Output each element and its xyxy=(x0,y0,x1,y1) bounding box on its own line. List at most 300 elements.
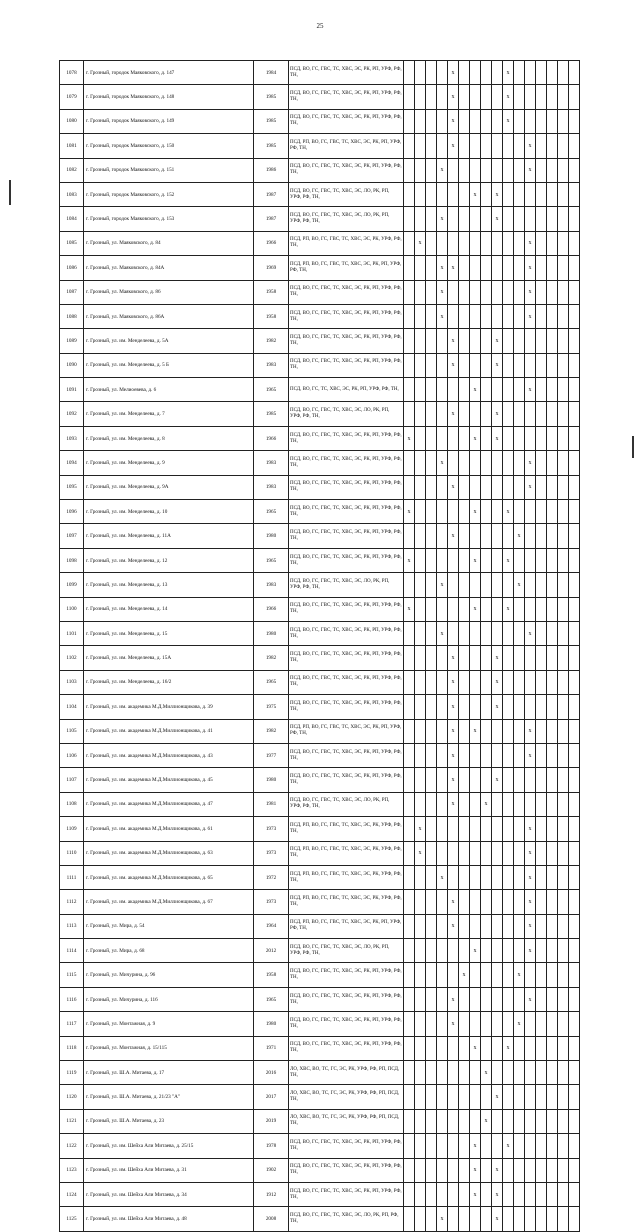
schedule-cell xyxy=(536,524,547,548)
schedule-cell xyxy=(514,792,525,816)
schedule-cell xyxy=(558,695,569,719)
schedule-cell xyxy=(558,573,569,597)
schedule-cell xyxy=(437,378,448,402)
schedule-cell xyxy=(404,85,415,109)
schedule-cell: x xyxy=(448,524,459,548)
table-row xyxy=(60,865,580,889)
row-year: 1912 xyxy=(254,1182,289,1206)
schedule-cell xyxy=(536,500,547,524)
schedule-cell xyxy=(415,573,426,597)
schedule-cell: x xyxy=(437,451,448,475)
schedule-cell xyxy=(514,500,525,524)
schedule-cell xyxy=(448,1109,459,1133)
schedule-cell xyxy=(514,548,525,572)
schedule-cell xyxy=(415,402,426,426)
schedule-cell xyxy=(448,1182,459,1206)
schedule-cell xyxy=(404,939,415,963)
schedule-cell xyxy=(437,987,448,1011)
schedule-cell: x xyxy=(492,1207,503,1231)
schedule-cell xyxy=(404,134,415,158)
schedule-cell xyxy=(503,207,514,231)
schedule-cell xyxy=(503,670,514,694)
row-number: 1116 xyxy=(60,987,84,1011)
schedule-cell xyxy=(569,914,580,938)
schedule-cell xyxy=(481,573,492,597)
schedule-cell xyxy=(415,134,426,158)
row-number: 1103 xyxy=(60,670,84,694)
row-year: 1965 xyxy=(254,670,289,694)
schedule-cell xyxy=(481,719,492,743)
schedule-cell xyxy=(547,1036,558,1060)
row-works: ПСД, ВО, ГС, ГВС, ТС, ХВС, ЭС, РК, РП, УРФ, РФ, ТН, xyxy=(289,1036,404,1060)
schedule-cell xyxy=(437,1109,448,1133)
schedule-cell xyxy=(404,231,415,255)
schedule-cell: x xyxy=(525,304,536,328)
schedule-cell xyxy=(525,61,536,85)
row-address: г. Грозный, ул. им. Шейха Али Митаева, д. 31 xyxy=(84,1158,254,1182)
schedule-cell xyxy=(448,280,459,304)
row-year: 1958 xyxy=(254,280,289,304)
schedule-cell xyxy=(437,426,448,450)
row-address: г. Грозный, ул. Маяковского, д. 84А xyxy=(84,256,254,280)
schedule-cell xyxy=(569,1158,580,1182)
schedule-cell: x xyxy=(448,646,459,670)
schedule-cell xyxy=(547,621,558,645)
schedule-cell xyxy=(459,573,470,597)
schedule-cell xyxy=(448,817,459,841)
schedule-cell xyxy=(415,719,426,743)
table-row xyxy=(60,1012,580,1036)
schedule-cell xyxy=(525,182,536,206)
schedule-cell xyxy=(492,109,503,133)
schedule-cell xyxy=(437,353,448,377)
schedule-cell xyxy=(503,695,514,719)
schedule-cell xyxy=(426,792,437,816)
schedule-cell xyxy=(426,182,437,206)
schedule-cell xyxy=(415,475,426,499)
schedule-cell xyxy=(415,304,426,328)
schedule-cell xyxy=(459,85,470,109)
schedule-cell xyxy=(448,207,459,231)
row-address: г. Грозный, ул. Маяковского, д. 86А xyxy=(84,304,254,328)
schedule-cell xyxy=(459,792,470,816)
row-works: ПСД, РП, ВО, ГС, ГВС, ТС, ХВС, ЭС, РК, РП, УРФ, РФ, ТН, xyxy=(289,256,404,280)
schedule-cell xyxy=(481,768,492,792)
schedule-cell xyxy=(514,1109,525,1133)
schedule-cell xyxy=(558,646,569,670)
row-address: г. Грозный, ул. Мичурина, д. 116 xyxy=(84,987,254,1011)
schedule-cell xyxy=(514,280,525,304)
schedule-cell: x xyxy=(470,719,481,743)
schedule-cell xyxy=(514,402,525,426)
schedule-cell xyxy=(525,646,536,670)
schedule-cell xyxy=(536,158,547,182)
schedule-cell xyxy=(481,548,492,572)
schedule-cell xyxy=(503,378,514,402)
schedule-cell xyxy=(437,939,448,963)
schedule-cell xyxy=(525,524,536,548)
row-address: г. Грозный, ул. Мира, д. 54 xyxy=(84,914,254,938)
row-works: ПСД, РП, ВО, ГС, ГВС, ТС, ХВС, ЭС, РК, РП, УРФ, РФ, ТН, xyxy=(289,134,404,158)
row-address: г. Грозный, ул. им. Менделеева, д. 15 xyxy=(84,621,254,645)
row-address: г. Грозный, ул. им. Менделеева, д. 15А xyxy=(84,646,254,670)
schedule-cell xyxy=(415,1109,426,1133)
schedule-cell xyxy=(404,841,415,865)
schedule-cell xyxy=(459,1012,470,1036)
schedule-cell: x xyxy=(525,817,536,841)
row-year: 1985 xyxy=(254,402,289,426)
row-address: г. Грозный, городок Маяковского, д. 151 xyxy=(84,158,254,182)
schedule-cell xyxy=(481,1085,492,1109)
row-works: ПСД, ВО, ГС, ГВС, ТС, ХВС, ЭС, РК, РП, УРФ, РФ, ТН, xyxy=(289,451,404,475)
table-row xyxy=(60,695,580,719)
schedule-cell xyxy=(547,280,558,304)
schedule-cell xyxy=(492,597,503,621)
schedule-cell: x xyxy=(492,207,503,231)
schedule-cell xyxy=(514,1036,525,1060)
row-works: ПСД, ВО, ГС, ГВС, ТС, ХВС, ЭС, ЛО, РК, РП, УРФ, РФ, ТН, xyxy=(289,573,404,597)
schedule-cell xyxy=(536,256,547,280)
schedule-cell xyxy=(426,719,437,743)
schedule-cell xyxy=(558,1158,569,1182)
schedule-cell xyxy=(569,402,580,426)
schedule-cell xyxy=(470,987,481,1011)
schedule-cell xyxy=(459,158,470,182)
schedule-cell xyxy=(569,304,580,328)
schedule-cell xyxy=(547,85,558,109)
row-number: 1097 xyxy=(60,524,84,548)
table-row xyxy=(60,743,580,767)
schedule-cell xyxy=(415,207,426,231)
schedule-cell xyxy=(415,939,426,963)
schedule-cell xyxy=(514,939,525,963)
schedule-cell xyxy=(547,1207,558,1231)
row-number: 1110 xyxy=(60,841,84,865)
schedule-cell: x xyxy=(448,890,459,914)
row-works: ПСД, ВО, ГС, ГВС, ТС, ХВС, ЭС, РК, РП, УРФ, РФ, ТН, xyxy=(289,109,404,133)
schedule-cell xyxy=(481,1134,492,1158)
schedule-cell xyxy=(558,134,569,158)
schedule-cell xyxy=(426,256,437,280)
schedule-cell xyxy=(481,378,492,402)
schedule-cell xyxy=(547,402,558,426)
row-year: 1985 xyxy=(254,134,289,158)
schedule-cell xyxy=(558,914,569,938)
schedule-cell xyxy=(459,1134,470,1158)
schedule-cell xyxy=(536,670,547,694)
schedule-cell xyxy=(459,402,470,426)
schedule-cell xyxy=(470,890,481,914)
schedule-cell: x xyxy=(415,841,426,865)
schedule-cell xyxy=(404,1085,415,1109)
table-row xyxy=(60,280,580,304)
schedule-cell xyxy=(514,914,525,938)
row-works: ПСД, ВО, ГС, ГВС, ТС, ХВС, ЭС, РК, РП, УРФ, РФ, ТН, xyxy=(289,1134,404,1158)
schedule-cell xyxy=(569,573,580,597)
schedule-cell xyxy=(459,670,470,694)
schedule-cell xyxy=(448,939,459,963)
schedule-cell xyxy=(426,329,437,353)
schedule-cell xyxy=(536,646,547,670)
row-year: 1987 xyxy=(254,182,289,206)
schedule-cell xyxy=(404,719,415,743)
row-number: 1113 xyxy=(60,914,84,938)
schedule-cell xyxy=(536,378,547,402)
schedule-cell xyxy=(547,743,558,767)
schedule-cell xyxy=(470,329,481,353)
row-number: 1089 xyxy=(60,329,84,353)
schedule-cell xyxy=(525,1061,536,1085)
schedule-cell xyxy=(415,914,426,938)
schedule-cell xyxy=(404,1134,415,1158)
schedule-cell xyxy=(481,207,492,231)
row-address: г. Грозный, ул. Маяковского, д. 86 xyxy=(84,280,254,304)
schedule-cell: x xyxy=(437,1207,448,1231)
schedule-cell xyxy=(459,719,470,743)
schedule-cell xyxy=(426,939,437,963)
schedule-cell xyxy=(470,963,481,987)
schedule-cell: x xyxy=(448,256,459,280)
table-row xyxy=(60,890,580,914)
schedule-cell xyxy=(481,1182,492,1206)
schedule-cell xyxy=(536,621,547,645)
row-year: 1973 xyxy=(254,817,289,841)
schedule-cell xyxy=(547,353,558,377)
table-row xyxy=(60,1036,580,1060)
row-works: ПСД, ВО, ГС, ГВС, ТС, ХВС, ЭС, РК, РП, УРФ, РФ, ТН, xyxy=(289,1182,404,1206)
schedule-cell xyxy=(481,524,492,548)
schedule-cell xyxy=(404,182,415,206)
row-address: г. Грозный, ул. Маяковского, д. 84 xyxy=(84,231,254,255)
schedule-cell xyxy=(514,85,525,109)
schedule-cell xyxy=(404,817,415,841)
schedule-cell xyxy=(492,475,503,499)
schedule-cell xyxy=(448,158,459,182)
schedule-cell xyxy=(503,1158,514,1182)
row-number: 1092 xyxy=(60,402,84,426)
row-number: 1114 xyxy=(60,939,84,963)
schedule-cell xyxy=(415,1182,426,1206)
row-works: ПСД, ВО, ГС, ГВС, ТС, ХВС, ЭС, ЛО, РК, РП, УРФ, РФ, ТН, xyxy=(289,402,404,426)
schedule-cell xyxy=(415,695,426,719)
row-number: 1109 xyxy=(60,817,84,841)
schedule-cell xyxy=(503,865,514,889)
schedule-cell xyxy=(426,1036,437,1060)
schedule-cell: x xyxy=(503,548,514,572)
schedule-cell xyxy=(514,621,525,645)
works-schedule-table xyxy=(59,60,580,1232)
schedule-cell xyxy=(470,524,481,548)
row-number: 1100 xyxy=(60,597,84,621)
row-number: 1107 xyxy=(60,768,84,792)
schedule-cell xyxy=(415,1036,426,1060)
schedule-cell xyxy=(404,1207,415,1231)
schedule-cell xyxy=(558,817,569,841)
schedule-cell xyxy=(536,1158,547,1182)
schedule-cell xyxy=(569,109,580,133)
schedule-cell xyxy=(415,1134,426,1158)
schedule-cell xyxy=(492,1012,503,1036)
schedule-cell xyxy=(481,231,492,255)
schedule-cell xyxy=(503,134,514,158)
schedule-cell: x xyxy=(415,231,426,255)
schedule-cell xyxy=(569,719,580,743)
table-row xyxy=(60,378,580,402)
schedule-cell: x xyxy=(503,500,514,524)
schedule-cell xyxy=(459,865,470,889)
schedule-cell xyxy=(514,451,525,475)
schedule-cell xyxy=(503,402,514,426)
schedule-cell xyxy=(481,817,492,841)
schedule-cell xyxy=(569,256,580,280)
schedule-cell xyxy=(503,426,514,450)
schedule-cell xyxy=(569,1109,580,1133)
schedule-cell xyxy=(459,451,470,475)
schedule-cell xyxy=(404,646,415,670)
row-number: 1080 xyxy=(60,109,84,133)
table-row xyxy=(60,841,580,865)
table-row xyxy=(60,1182,580,1206)
schedule-cell xyxy=(536,939,547,963)
schedule-cell xyxy=(503,524,514,548)
row-works: ПСД, ВО, ГС, ГВС, ТС, ХВС, ЭС, РК, РП, УРФ, РФ, ТН, xyxy=(289,524,404,548)
schedule-cell xyxy=(525,1036,536,1060)
schedule-cell xyxy=(503,817,514,841)
schedule-cell xyxy=(404,256,415,280)
schedule-cell xyxy=(459,475,470,499)
schedule-cell xyxy=(459,109,470,133)
schedule-cell xyxy=(558,1109,569,1133)
schedule-cell xyxy=(547,1061,558,1085)
schedule-cell xyxy=(426,987,437,1011)
schedule-cell xyxy=(481,939,492,963)
schedule-cell: x xyxy=(503,597,514,621)
row-number: 1124 xyxy=(60,1182,84,1206)
schedule-cell xyxy=(426,1109,437,1133)
schedule-cell xyxy=(503,1085,514,1109)
schedule-cell xyxy=(569,231,580,255)
schedule-cell xyxy=(459,597,470,621)
row-number: 1105 xyxy=(60,719,84,743)
row-address: г. Грозный, городок Маяковского, д. 148 xyxy=(84,85,254,109)
page-number: 25 xyxy=(316,22,324,30)
schedule-cell xyxy=(415,1012,426,1036)
schedule-cell xyxy=(569,670,580,694)
schedule-cell xyxy=(536,890,547,914)
schedule-cell xyxy=(426,280,437,304)
schedule-cell xyxy=(404,329,415,353)
schedule-cell xyxy=(437,597,448,621)
schedule-cell: x xyxy=(437,158,448,182)
table-row xyxy=(60,451,580,475)
schedule-cell xyxy=(558,304,569,328)
schedule-cell: x xyxy=(492,353,503,377)
schedule-cell xyxy=(426,1012,437,1036)
schedule-cell xyxy=(503,353,514,377)
schedule-cell: x xyxy=(525,475,536,499)
schedule-cell xyxy=(536,573,547,597)
schedule-cell: x xyxy=(525,134,536,158)
schedule-cell xyxy=(437,792,448,816)
schedule-cell xyxy=(426,524,437,548)
schedule-cell xyxy=(536,475,547,499)
schedule-cell xyxy=(404,914,415,938)
schedule-cell xyxy=(558,1182,569,1206)
schedule-cell: x xyxy=(470,182,481,206)
row-number: 1123 xyxy=(60,1158,84,1182)
schedule-cell: x xyxy=(492,670,503,694)
schedule-cell xyxy=(415,670,426,694)
schedule-cell xyxy=(437,646,448,670)
schedule-cell: x xyxy=(459,963,470,987)
schedule-cell xyxy=(437,695,448,719)
row-works: ПСД, РП, ВО, ГС, ГВС, ТС, ХВС, ЭС, РК, УРФ, РФ, ТН, xyxy=(289,865,404,889)
row-address: г. Грозный, ул. им. Менделеева, д. 7 xyxy=(84,402,254,426)
schedule-cell xyxy=(404,378,415,402)
schedule-cell xyxy=(569,1036,580,1060)
schedule-cell xyxy=(547,646,558,670)
schedule-cell xyxy=(514,378,525,402)
schedule-cell xyxy=(459,1207,470,1231)
schedule-cell xyxy=(503,1207,514,1231)
schedule-cell xyxy=(558,402,569,426)
schedule-cell xyxy=(547,256,558,280)
schedule-cell xyxy=(492,792,503,816)
schedule-cell xyxy=(481,987,492,1011)
schedule-cell xyxy=(503,743,514,767)
table-row xyxy=(60,85,580,109)
row-year: 1986 xyxy=(254,158,289,182)
schedule-cell xyxy=(547,719,558,743)
schedule-cell xyxy=(558,256,569,280)
row-address: г. Грозный, ул. им. академика М.Д.Миллионщикова, д. 39 xyxy=(84,695,254,719)
schedule-cell xyxy=(536,1207,547,1231)
schedule-cell: x xyxy=(437,280,448,304)
schedule-cell xyxy=(547,61,558,85)
schedule-cell xyxy=(492,378,503,402)
row-address: г. Грозный, ул. им. Менделеева, д. 9А xyxy=(84,475,254,499)
table-row xyxy=(60,1085,580,1109)
schedule-cell xyxy=(470,85,481,109)
schedule-cell xyxy=(481,914,492,938)
schedule-cell xyxy=(525,1158,536,1182)
schedule-cell xyxy=(470,109,481,133)
schedule-cell xyxy=(525,768,536,792)
row-works: ПСД, ВО, ГС, ГВС, ТС, ХВС, ЭС, РК, РП, УРФ, РФ, ТН, xyxy=(289,1158,404,1182)
schedule-cell xyxy=(547,670,558,694)
schedule-cell xyxy=(536,914,547,938)
schedule-cell xyxy=(547,182,558,206)
schedule-cell xyxy=(448,548,459,572)
table-row xyxy=(60,1109,580,1133)
schedule-cell: x xyxy=(492,426,503,450)
schedule-cell: x xyxy=(503,85,514,109)
schedule-cell xyxy=(569,182,580,206)
schedule-cell xyxy=(426,1085,437,1109)
schedule-cell xyxy=(514,768,525,792)
schedule-cell xyxy=(503,158,514,182)
table-row xyxy=(60,987,580,1011)
row-works: ПСД, ВО, ГС, ГВС, ТС, ХВС, ЭС, РК, РП, УРФ, РФ, ТН, xyxy=(289,500,404,524)
schedule-cell xyxy=(437,1061,448,1085)
schedule-cell xyxy=(448,1085,459,1109)
row-address: г. Грозный, ул. им. Менделеева, д. 14 xyxy=(84,597,254,621)
schedule-cell: x xyxy=(525,914,536,938)
schedule-cell: x xyxy=(492,1085,503,1109)
schedule-cell xyxy=(503,621,514,645)
schedule-cell xyxy=(547,1012,558,1036)
schedule-cell xyxy=(514,695,525,719)
